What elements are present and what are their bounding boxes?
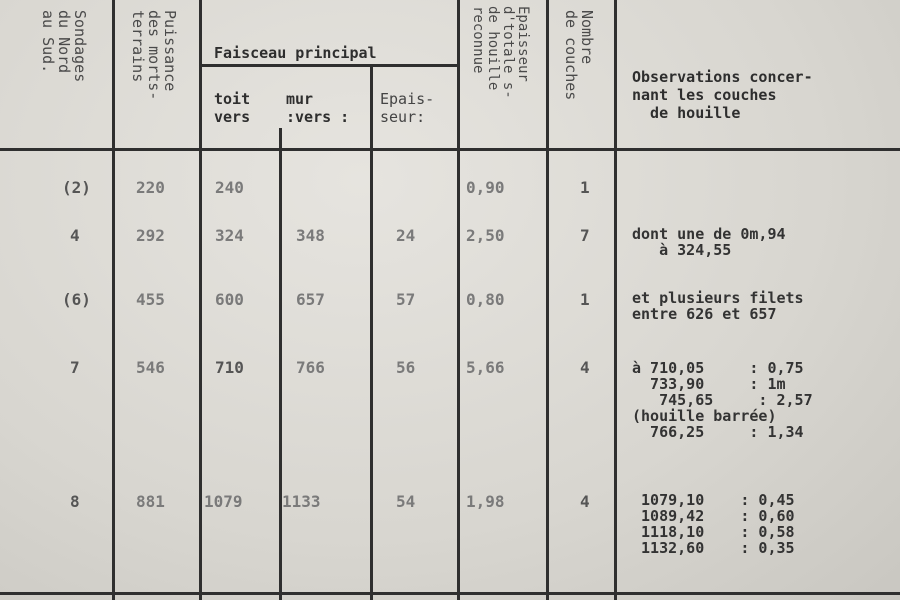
column-rule (614, 0, 617, 600)
header-epaisseur-totale: Epaisseur d'totale s- de houille reconnue (470, 6, 531, 99)
cell-mur: 657 (296, 290, 325, 309)
cell-epais: 56 (396, 358, 416, 377)
cell-puissance: 220 (136, 178, 165, 197)
cell-epais: 24 (396, 226, 416, 245)
cell-observations: à 710,05 : 0,75 733,90 : 1m 745,65 : 2,57 (houille barrée) 766,25 : 1,34 (632, 359, 813, 441)
cell-nombre: 1 (580, 290, 590, 309)
header-rule (0, 148, 900, 151)
cell-puissance: 546 (136, 358, 165, 377)
cell-totale: 0,80 (466, 290, 505, 309)
header-observations: Observations concer- nant les couches de houille (632, 68, 813, 122)
cell-observations: dont une de 0m,94 à 324,55 (632, 225, 786, 259)
cell-mur: 766 (296, 358, 325, 377)
cell-sondage: 4 (70, 226, 80, 245)
cell-puissance: 292 (136, 226, 165, 245)
header-sondages: Sondages du Nord au Sud. (39, 10, 89, 83)
header-epaisseur: Epais- seur: (380, 90, 435, 126)
cell-toit: 324 (215, 226, 244, 245)
cell-toit: 1079 (204, 492, 243, 511)
cell-toit: 600 (215, 290, 244, 309)
column-rule (112, 0, 115, 600)
cell-sondage: (6) (62, 290, 91, 309)
cell-nombre: 4 (580, 492, 590, 511)
header-puissance: Puissance des morts- terrains (129, 10, 179, 101)
cell-nombre: 7 (580, 226, 590, 245)
cell-puissance: 881 (136, 492, 165, 511)
header-rule (199, 64, 457, 67)
cell-sondage: 7 (70, 358, 80, 377)
header-mur: mur :vers : (286, 90, 350, 126)
cell-puissance: 455 (136, 290, 165, 309)
page-bottom-rule (0, 592, 900, 595)
column-rule (199, 0, 202, 600)
cell-sondage: (2) (62, 178, 91, 197)
header-faisceau: Faisceau principal (214, 44, 377, 62)
cell-totale: 5,66 (466, 358, 505, 377)
cell-nombre: 4 (580, 358, 590, 377)
cell-mur: 348 (296, 226, 325, 245)
cell-nombre: 1 (580, 178, 590, 197)
cell-epais: 54 (396, 492, 416, 511)
cell-sondage: 8 (70, 492, 80, 511)
cell-totale: 1,98 (466, 492, 505, 511)
header-nombre: Nombre de couches (562, 10, 596, 101)
column-rule (370, 64, 373, 600)
cell-observations: 1079,10 : 0,45 1089,42 : 0,60 1118,10 : 0,58 1132,60 : 0,35 (641, 491, 795, 557)
cell-totale: 2,50 (466, 226, 505, 245)
cell-toit: 710 (215, 358, 244, 377)
cell-epais: 57 (396, 290, 416, 309)
cell-toit: 240 (215, 178, 244, 197)
cell-observations: et plusieurs filets entre 626 et 657 (632, 289, 804, 323)
header-toit: toit vers (214, 90, 251, 126)
column-rule (546, 0, 549, 600)
cell-totale: 0,90 (466, 178, 505, 197)
cell-mur: 1133 (282, 492, 321, 511)
column-rule (457, 0, 460, 600)
column-rule (279, 128, 282, 600)
